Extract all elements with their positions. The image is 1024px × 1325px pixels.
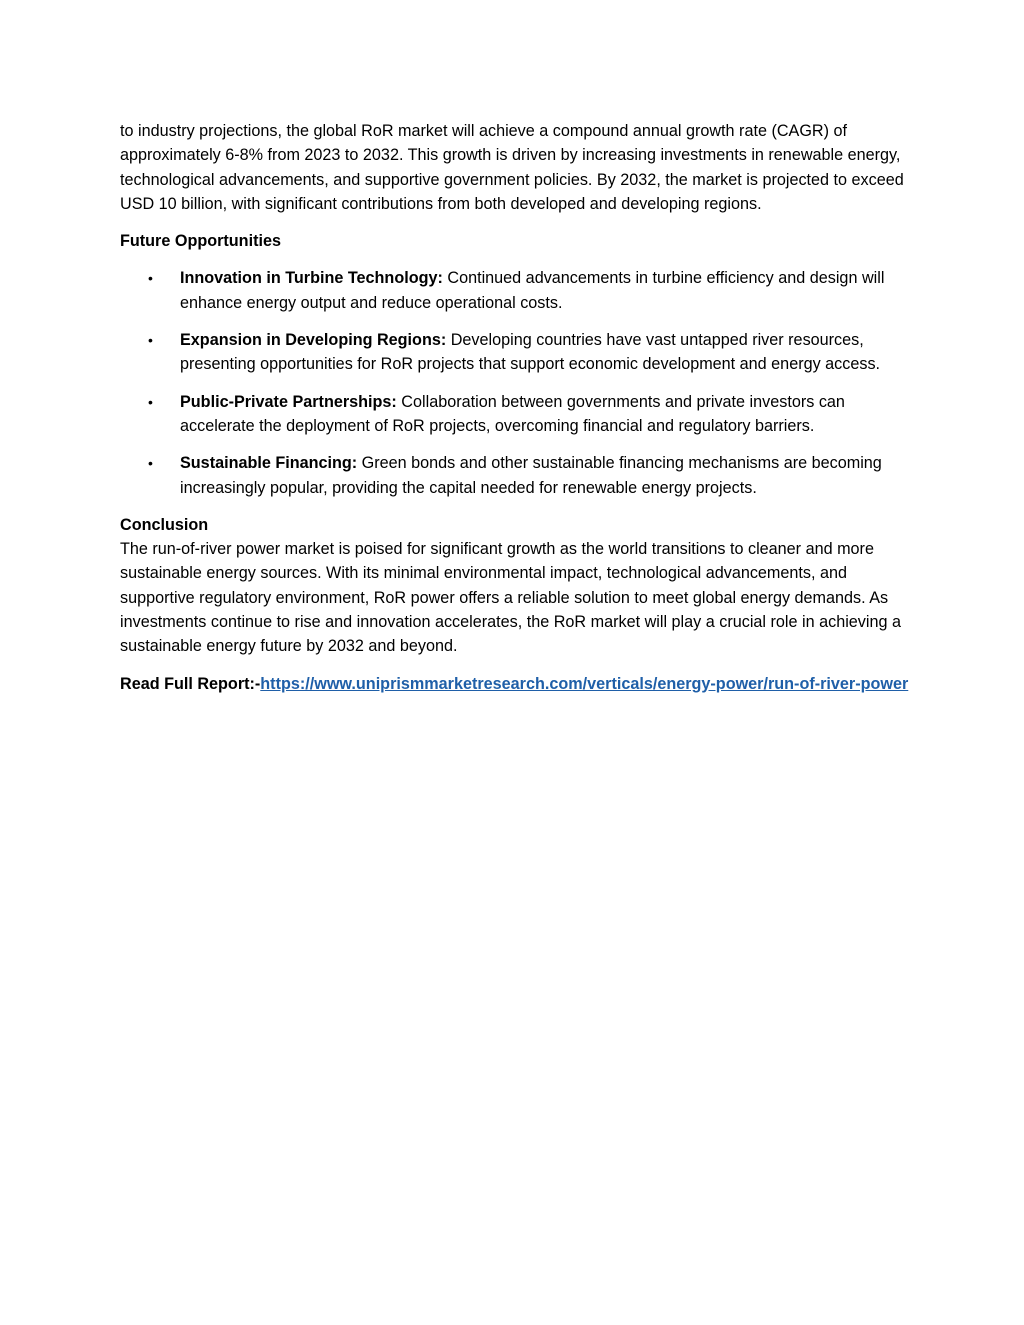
list-item-term: Innovation in Turbine Technology: — [180, 269, 443, 288]
list-item-term: Public-Private Partnerships: — [180, 392, 397, 411]
bullet-icon: • — [148, 332, 153, 349]
list-item-text: Continued advancements in turbine efficiency and design will enhance energy output and reduce operational costs. — [180, 269, 885, 312]
opportunities-list — [120, 266, 910, 499]
intro-paragraph: to industry projections, the global RoR market will achieve a compound annual growth rate (CAGR) of approximately 6-8% from 2023 to 2032. This growth is driven by increasing investments in renewable energy, technological advancements, and supportive government policies. By 2032, the market is projected to exceed USD 10 billion, with significant contributions from both developed and developing regions. — [120, 122, 904, 213]
read-full-report-label: Read Full Report:- — [120, 674, 261, 693]
list-item — [120, 266, 910, 315]
list-item-term: Expansion in Developing Regions: — [180, 331, 447, 350]
report-link[interactable]: https://www.uniprismmarketresearch.com/verticals/energy-power/run-of-river-power — [260, 674, 909, 693]
list-item-term: Sustainable Financing: — [180, 454, 358, 473]
bullet-icon: • — [148, 393, 153, 410]
list-item — [120, 328, 910, 377]
document-page — [120, 119, 910, 696]
bullet-icon: • — [148, 270, 153, 287]
list-item — [120, 451, 910, 500]
list-item-text: Developing countries have vast untapped river resources, presenting opportunities for RoR projects that support economic development and energy access. — [180, 331, 881, 374]
list-item-text: Green bonds and other sustainable financing mechanisms are becoming increasingly popular, providing the capital needed for renewable energy projects. — [180, 454, 882, 497]
bullet-icon: • — [148, 455, 153, 472]
read-full-report-line — [120, 672, 910, 696]
list-item-text: Collaboration between governments and private investors can accelerate the deployment of RoR projects, overcoming financial and regulatory barriers. — [180, 392, 845, 435]
list-item — [120, 390, 910, 439]
future-opportunities-heading: Future Opportunities — [120, 232, 281, 251]
conclusion-heading: Conclusion — [120, 515, 209, 534]
conclusion-paragraph: The run-of-river power market is poised for significant growth as the world transitions to cleaner and more sustainable energy sources. With its minimal environmental impact, technological advancements, and supportive regulatory environment, RoR power offers a reliable solution to meet global energy demands. As investments continue to rise and innovation accelerates, the RoR market will play a crucial role in achieving a sustainable energy future by 2032 and beyond. — [120, 540, 901, 656]
